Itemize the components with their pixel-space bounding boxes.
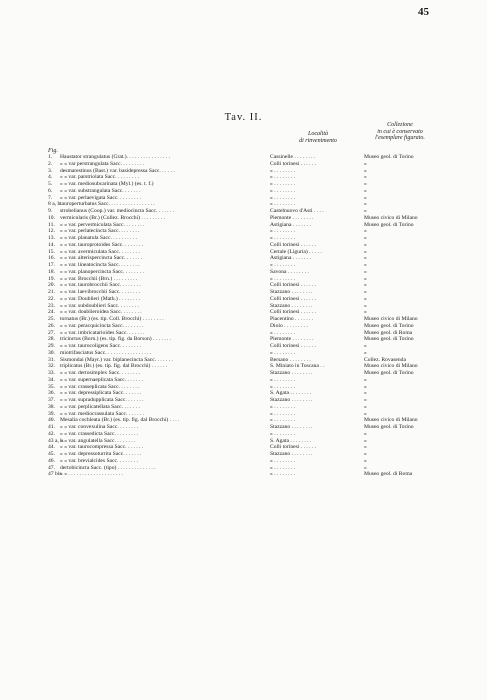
table-row <box>48 458 443 465</box>
collection-cell: » <box>364 208 367 214</box>
species-name: triplicatus (Br.) (es. tip. fig. dal Brocchi) . . . . . . <box>60 363 168 370</box>
locality-cell: » . . . . . . . . <box>270 383 296 390</box>
fig-number: 9. <box>48 208 53 214</box>
fig-number: 10. <box>48 214 55 221</box>
locality-cell: Stazzano . . . . . . . . <box>270 451 313 457</box>
species-name: » » var. perlaevigata Sacc. . . . . . . . . <box>60 194 142 201</box>
fig-number: 1. <box>48 154 53 160</box>
fig-number: 37. <box>48 397 55 403</box>
fig-number: 7. <box>48 194 53 201</box>
locality-cell: » . . . . . . . . <box>270 235 296 241</box>
collection-cell: » <box>364 349 367 356</box>
table-row <box>48 215 443 222</box>
table-row <box>48 262 443 269</box>
table-row <box>48 444 443 451</box>
collection-cell: » <box>364 268 367 275</box>
table-row <box>48 323 443 330</box>
table-row <box>48 208 443 215</box>
species-name: » » var. taurocoligens Sacc. . . . . . . . <box>60 343 142 349</box>
collection-cell: » <box>364 451 367 457</box>
table-row <box>48 282 443 289</box>
collection-cell: » <box>364 187 367 194</box>
locality-cell: » . . . . . . . . <box>270 262 296 268</box>
collection-cell: » <box>364 295 367 302</box>
locality-cell: » . . . . . . . . <box>270 457 296 464</box>
fig-number: 20. <box>48 282 55 289</box>
species-name: » » . . . . . . . . . . . . . . . . . . . . <box>60 471 123 478</box>
locality-cell: » . . . . . . . . <box>270 410 296 417</box>
species-name: » » var. peracquicincta Sacc. . . . . . . . <box>60 322 144 329</box>
collection-cell: » <box>364 309 367 316</box>
collection-cell: » <box>364 181 367 187</box>
collection-cell: » <box>364 302 367 309</box>
table-row <box>48 316 443 323</box>
table-row <box>48 336 443 343</box>
collection-cell: Museo geol. di Torino <box>364 336 414 343</box>
locality-cell: Castelnuovo d'Asti . . . . <box>270 208 324 214</box>
species-name: » » var. crassedicta Sacc. . . . . . . . . <box>60 430 139 437</box>
fig-number: 32. <box>48 363 55 370</box>
fig-number: 47 bis <box>48 471 62 478</box>
table-row <box>48 411 443 418</box>
species-name: » » var. avermiculata Sacc. . . . . . . . <box>60 248 140 255</box>
collection-cell: Museo geol. di Torino <box>364 322 414 329</box>
table-row <box>48 343 443 350</box>
fig-number: 2. <box>48 160 53 167</box>
species-name: » » var. taurobrocchii Sacc. . . . . . . . <box>60 282 141 289</box>
locality-cell: Colli torinesi . . . . . . <box>270 309 317 316</box>
collection-header-line: in cui è conservato <box>377 128 423 135</box>
fig-number: 34. <box>48 376 55 383</box>
collection-cell: Museo geol. di Torino <box>364 424 414 430</box>
table-row <box>48 201 443 208</box>
species-name: » » var. mediosubcarinata (Myl.) (es. t. f.) <box>60 181 154 187</box>
page-number: 45 <box>418 6 429 18</box>
locality-cell: » . . . . . . . . <box>270 329 296 336</box>
table-row <box>48 235 443 242</box>
table-row <box>48 357 443 364</box>
fig-number: 13. <box>48 235 55 241</box>
fig-number: 41. <box>48 424 55 430</box>
species-name: » » var. taurocompressa Sacc. . . . . . . <box>60 444 144 451</box>
collection-cell: » <box>364 160 367 167</box>
fig-number: 35. <box>48 383 55 390</box>
table-row <box>48 465 443 472</box>
table-row <box>48 431 443 438</box>
fig-number: 24. <box>48 309 55 316</box>
species-name: » » var. brevialcides Sacc. . . . . . . . <box>60 457 138 464</box>
fig-number: 8 a, b. <box>48 201 62 208</box>
fig-number: 27. <box>48 329 55 336</box>
fig-number: 40. <box>48 417 55 424</box>
locality-cell: » . . . . . . . . <box>270 187 296 194</box>
fig-number: 5. <box>48 181 53 187</box>
species-name: » » var. substrangulata Sacc. . . . . . . <box>60 187 141 194</box>
table-row <box>48 390 443 397</box>
fig-number: 3. <box>48 167 53 174</box>
fig-number: 36. <box>48 390 55 397</box>
fig-number: 47. <box>48 464 55 471</box>
species-name: tornatus (Br.) (es. tip. Coll. Brocchi) . . . . . . . . <box>60 316 164 322</box>
table-row <box>48 384 443 391</box>
species-name: » » var. parstriolata Sacc. . . . . . . . . <box>60 174 139 181</box>
species-name: » » var. perplicatellata Sacc. . . . . . . <box>60 403 140 410</box>
collection-cell: » <box>364 174 367 181</box>
species-name: tricinctus (Born.) (es. tip. fig. da Borson) . . . . . . . <box>60 336 172 343</box>
collection-cell: » <box>364 201 367 208</box>
table-row <box>48 363 443 370</box>
fig-number: 12. <box>48 228 55 235</box>
locality-cell: » . . . . . . . . <box>270 167 296 174</box>
locality-cell: Savona . . . . . . . . <box>270 268 309 275</box>
collection-header-line: Collezione <box>387 122 413 128</box>
table-row <box>48 303 443 310</box>
table-row <box>48 404 443 411</box>
locality-cell: Piemonte . . . . . . . . <box>270 336 314 343</box>
locality-cell: Astigiana . . . . . . . <box>270 255 312 262</box>
species-name: Haustator strangulatus (Grat.). . . . . . . . . . . . . . . . <box>60 154 170 160</box>
species-name: » » var. angulatella Sacc. . . . . . . . <box>60 437 136 444</box>
fig-number: 22. <box>48 295 55 302</box>
collection-cell: » <box>364 289 367 295</box>
plate-table <box>48 154 443 478</box>
species-name: Sismondai (Mayr.) var. biplanecincta Sacc. . . . . . . <box>60 356 173 363</box>
collection-cell: » <box>364 397 367 403</box>
species-name: » » var. perlatecincta Sacc. . . . . . . . <box>60 228 140 235</box>
collection-cell: » <box>364 275 367 282</box>
collection-cell: » <box>364 403 367 410</box>
fig-number: 17. <box>48 262 55 268</box>
locality-header-line: Località <box>307 131 328 137</box>
fig-number: 46. <box>48 457 55 464</box>
fig-number: 4. <box>48 174 53 181</box>
species-name: » » var perstrangulata Sacc. . . . . . . . . <box>60 160 145 167</box>
locality-cell: S. Miniato in Toscana . . <box>270 363 325 370</box>
species-name: » » var. convexulina Sacc. . . . . . . . <box>60 424 139 430</box>
species-name: » » var. depressiplicata Sacc. . . . . . . <box>60 390 142 397</box>
collection-cell: Museo geol. di Roma <box>364 329 413 336</box>
locality-cell: Piemonte . . . . . . . . <box>270 214 314 221</box>
species-name: » » var. laevibrocchii Sacc. . . . . . . . <box>60 289 141 295</box>
collection-cell: » <box>364 430 367 437</box>
species-name: » » var. subdoublieri Sacc. . . . . . . . <box>60 302 139 309</box>
locality-cell: » . . . . . . . . <box>270 275 296 282</box>
species-name: » » var. doublieroidea Sacc. . . . . . . . <box>60 309 142 316</box>
species-name: » » var. lineatocincta Sacc. . . . . . . . <box>60 262 140 268</box>
collection-cell: » <box>364 343 367 349</box>
collection-cell: » <box>364 444 367 451</box>
collection-cell: » <box>364 376 367 383</box>
species-name: Mesalia cochleata (Br.) (es. tip. fig. dal Brocchi) . . . . <box>60 417 180 424</box>
fig-number: 18. <box>48 268 55 275</box>
locality-cell: » . . . . . . . . <box>270 194 296 201</box>
fig-header: Fig. <box>48 148 58 154</box>
collection-cell: » <box>364 255 367 262</box>
table-row <box>48 195 443 202</box>
table-row <box>48 228 443 235</box>
table-row <box>48 174 443 181</box>
locality-cell: » . . . . . . . . <box>270 349 296 356</box>
locality-cell: Stazzano . . . . . . . . <box>270 302 313 309</box>
collection-cell: Museo geol. di Torino <box>364 370 414 376</box>
locality-cell: S. Agata . . . . . . . . <box>270 390 312 397</box>
locality-cell: » . . . . . . . . <box>270 464 296 471</box>
species-name: miotrifasciatus Sacc. . . . . . . . . . . . . . . . . <box>60 349 152 356</box>
collection-cell: » <box>364 235 367 241</box>
collection-header <box>360 122 440 142</box>
species-name: » » var. tauroprotoides Sacc. . . . . . . . <box>60 241 144 248</box>
collection-cell: » <box>364 228 367 235</box>
fig-number: 42. <box>48 430 55 437</box>
collection-cell: » <box>364 437 367 444</box>
fig-number: 43 a, b. <box>48 437 65 444</box>
fig-number: 25. <box>48 316 55 322</box>
table-row <box>48 309 443 316</box>
locality-cell: Colli torinesi . . . . . . <box>270 343 317 349</box>
locality-cell: » . . . . . . . . <box>270 471 296 478</box>
table-row <box>48 377 443 384</box>
locality-cell: Piacentino . . . . . . . <box>270 316 314 322</box>
fig-number: 21. <box>48 289 55 295</box>
table-row <box>48 451 443 458</box>
table-row <box>48 417 443 424</box>
fig-number: 11. <box>48 221 55 228</box>
locality-cell: » . . . . . . . . <box>270 228 296 235</box>
collection-cell: Museo civico di Milano <box>364 316 418 322</box>
locality-cell: Colli torinesi . . . . . . <box>270 295 317 302</box>
species-name: desmarestinus (Bast.) var. basidepressa Sacc. . . . . . <box>60 167 175 174</box>
table-row <box>48 471 443 478</box>
collection-cell: » <box>364 167 367 174</box>
collection-cell: Museo geol. di Torino <box>364 221 414 228</box>
species-name: strobelianus (Coop.) var. mediocincta Sacc. . . . . . . <box>60 208 175 214</box>
locality-cell: S. Agata . . . . . . . . <box>270 437 312 444</box>
locality-cell: Certale (Liguria) . . . . . <box>270 248 322 255</box>
collection-cell: » <box>364 457 367 464</box>
collection-cell: » <box>364 390 367 397</box>
table-row <box>48 276 443 283</box>
fig-number: 33. <box>48 370 55 376</box>
locality-cell: » . . . . . . . . <box>270 201 296 208</box>
collection-cell: » <box>364 241 367 248</box>
collection-cell: Museo civico di Milano <box>364 417 418 424</box>
fig-number: 44. <box>48 444 55 451</box>
species-name: » » var. supernaeplicata Sacc. . . . . . . <box>60 376 143 383</box>
locality-cell: » . . . . . . . . <box>270 417 296 424</box>
fig-number: 6. <box>48 187 53 194</box>
species-name: » » var. planopercincta Sacc. . . . . . . . <box>60 268 144 275</box>
fig-number: 30. <box>48 349 55 356</box>
fig-number: 45. <box>48 451 55 457</box>
species-name: » » var. planatula Sacc. . . . . . . . . . <box>60 235 138 241</box>
table-row <box>48 154 443 161</box>
collection-cell: Museo civico di Milano <box>364 214 418 221</box>
fig-number: 26. <box>48 322 55 329</box>
collection-cell: » <box>364 248 367 255</box>
table-row <box>48 242 443 249</box>
table-row <box>48 269 443 276</box>
table-row <box>48 350 443 357</box>
locality-cell: Diolo . . . . . . . . . <box>270 322 308 329</box>
species-name: » » var. imbricatarioides Sacc. . . . . . . <box>60 329 145 336</box>
locality-cell: Colli torinesi . . . . . . <box>270 160 317 167</box>
locality-cell: Bersano . . . . . . . . <box>270 356 311 363</box>
locality-cell: Colli torinesi . . . . . . <box>270 241 317 248</box>
table-row <box>48 222 443 229</box>
fig-number: 15. <box>48 248 55 255</box>
species-name: dertobicincta Sacc. (tipo) . . . . . . . . . . . . . . <box>60 464 156 471</box>
species-name: » » var. supradupplicata Sacc. . . . . . . <box>60 397 144 403</box>
fig-number: 39. <box>48 410 55 417</box>
collection-cell: Collez. Rovasenda <box>364 356 406 363</box>
collection-cell: » <box>364 194 367 201</box>
locality-cell: Colli torinesi . . . . . . <box>270 282 317 289</box>
species-name: » » var. pervermiculata Sacc. . . . . . . . <box>60 221 145 228</box>
locality-cell: » . . . . . . . . <box>270 403 296 410</box>
collection-cell: Museo geol. di Torino <box>364 154 414 160</box>
fig-number: 29. <box>48 343 55 349</box>
table-row <box>48 249 443 256</box>
species-name: » » var. mediocrassulata Sacc. . . . . . . <box>60 410 145 417</box>
collection-header-line: l'esemplare figurato. <box>375 135 425 141</box>
locality-cell: Stazzano . . . . . . . . <box>270 289 313 295</box>
fig-number: 19. <box>48 275 55 282</box>
table-row <box>48 296 443 303</box>
collection-cell: » <box>364 410 367 417</box>
species-name: » » var. crasseplicata Sacc. . . . . . . . <box>60 383 140 390</box>
fig-number: 14. <box>48 241 55 248</box>
table-row <box>48 289 443 296</box>
collection-cell: Museo civico di Milano <box>364 363 418 370</box>
table-row <box>48 188 443 195</box>
species-name: tauroperturbatus Sacc. . . . . . . . . . . . . . . . . <box>60 201 155 208</box>
locality-cell: » . . . . . . . . <box>270 376 296 383</box>
table-row <box>48 438 443 445</box>
collection-cell: Museo geol. di Roma <box>364 471 413 478</box>
species-name: » » var. dertosimplex Sacc. . . . . . . . <box>60 370 141 376</box>
locality-cell: » . . . . . . . . <box>270 174 296 181</box>
table-row <box>48 397 443 404</box>
locality-cell: Astigiana . . . . . . . <box>270 221 312 228</box>
plate-title: Tav. II. <box>224 112 263 123</box>
fig-number: 28. <box>48 336 55 343</box>
locality-cell: Stazzano . . . . . . . . <box>270 370 313 376</box>
fig-number: 31. <box>48 356 55 363</box>
fig-number: 16. <box>48 255 55 262</box>
table-row <box>48 168 443 175</box>
table-row <box>48 255 443 262</box>
collection-cell: » <box>364 262 367 268</box>
species-name: » » var. Brocchii (Brn.) . . . . . . . . . <box>60 275 138 282</box>
table-row <box>48 161 443 168</box>
species-name: » » var. alterispercincta Sacc. . . . . . . <box>60 255 143 262</box>
locality-header-line: di rinvenimento <box>299 137 337 144</box>
locality-header <box>283 131 353 144</box>
collection-cell: » <box>364 282 367 289</box>
table-row <box>48 330 443 337</box>
collection-cell: » <box>364 464 367 471</box>
locality-cell: » . . . . . . . . <box>270 181 296 187</box>
table-row <box>48 424 443 431</box>
locality-cell: » . . . . . . . . <box>270 430 296 437</box>
locality-cell: Colli torinesi . . . . . . <box>270 444 317 451</box>
locality-cell: Stazzano . . . . . . . . <box>270 397 313 403</box>
locality-cell: Stazzano . . . . . . . . <box>270 424 313 430</box>
fig-number: 23. <box>48 302 55 309</box>
species-name: » » var. Doublieri (Math.) . . . . . . . . <box>60 295 141 302</box>
locality-cell: Cassinelle . . . . . . . . <box>270 154 316 160</box>
collection-cell: » <box>364 383 367 390</box>
fig-number: 38. <box>48 403 55 410</box>
table-row <box>48 370 443 377</box>
species-name: » » var. depressoturrita Sacc. . . . . . . <box>60 451 142 457</box>
species-name: vermicularis (Br.) (Collez. Brocchi) . . . . . . . . . <box>60 214 166 221</box>
table-row <box>48 181 443 188</box>
